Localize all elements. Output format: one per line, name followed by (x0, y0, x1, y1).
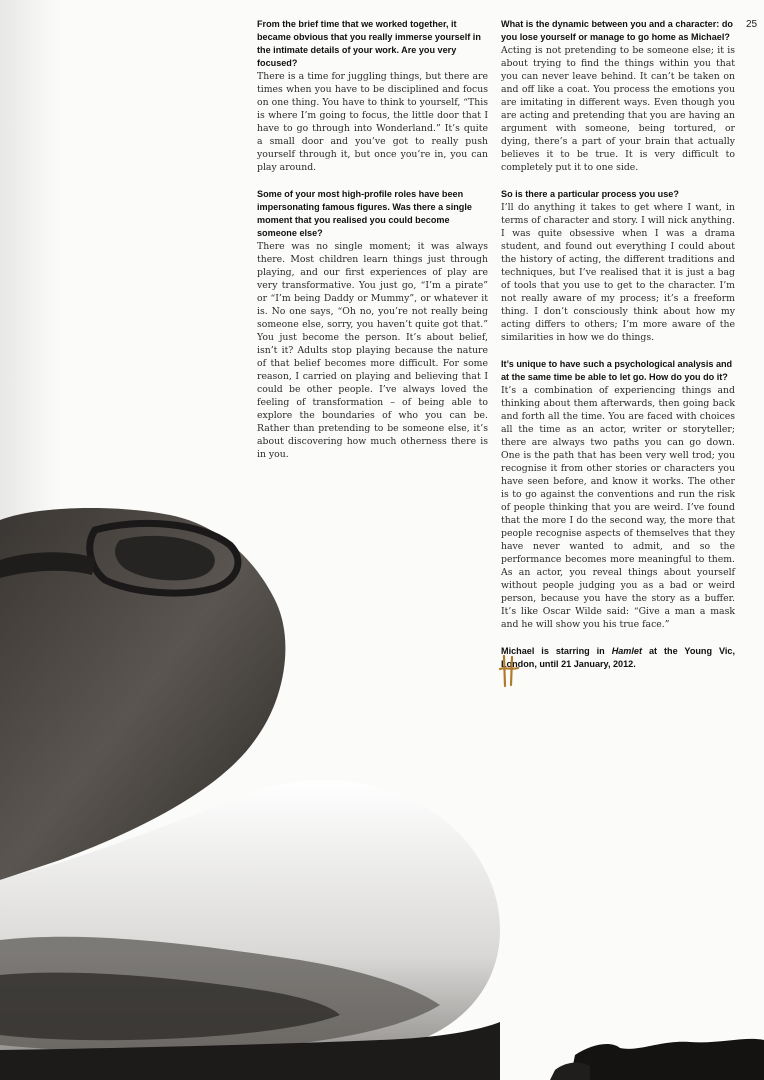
interview-column-right (501, 18, 735, 671)
closing-note-prefix: Michael is starring in (501, 646, 612, 656)
page-number: 25 (746, 19, 758, 30)
closing-note-suffix: at the Young Vic, London, until 21 January, 2012. (501, 646, 735, 669)
end-mark-icon (498, 654, 520, 688)
interview-question: So is there a particular process you use? (501, 189, 679, 199)
interview-question: What is the dynamic between you and a character: do you lose yourself or manage to go home as Michael? (501, 19, 733, 42)
interview-question: It’s unique to have such a psychological analysis and at the same time be able to let go. How do you do it? (501, 359, 733, 382)
interview-answer: There was no single moment; it was always there. Most children learn things just through playing, and our first experiences of play are very transformative. You just go, “I’m a pirate” or “I’m being Daddy or Mummy”, or whatever it is. No one says, “Oh no, you’re not really being someone else, sorry, you haven’t quite got that.” You just become the person. It’s about belief, isn’t it? Adults stop playing because the nature of that belief becomes more difficult. For some reason, I carried on playing and believing that I could be other people. I’ve always loved the feeling of transformation – of being able to explore the boundaries of who you can be. Rather than pretending to be someone else, it’s about discovering how much otherness there is in you. (257, 241, 488, 460)
interview-column-left (257, 18, 488, 475)
interview-answer: It’s a combination of experiencing things and thinking about them afterwards, then going back and forth all the time. You are faced with choices all the time as an actor, writer or storyteller; there are always two paths you can go down. One is the path that has been very well trod; you recognise it from other stories or characters you have seen before, and know it works. The other is to go against the conventions and run the risk of people thinking that you are weird. I’ve found that the more I do the second way, the more that people recognise aspects of themselves that they have never wanted to admit, and so the performance becomes more meaningful to them. As an actor, you reveal things about yourself without people judging you as a bad or weird person, because you have the story as a buffer. It’s like Oscar Wilde said: “Give a man a mask and he will show you his true face.” (501, 385, 735, 630)
play-title: Hamlet (611, 646, 643, 656)
interview-answer: I’ll do anything it takes to get where I want, in terms of character and story. I will nick anything. I was quite obsessive when I was a drama student, and found out everything I could about the history of acting, the different traditions and techniques, but I’ve realised that it is just a bag of tools that you use to get to the character. I’m not really aware of my process; it’s a freeform thing. I don’t consciously think about how my acting differs to others; I’m more aware of the similarities in how we do things. (501, 202, 735, 343)
interview-answer: Acting is not pretending to be someone else; it is about trying to find the things within you that you can never leave behind. It can’t be taken on and off like a coat. You process the emotions you are imitating in different ways. Even though you are acting and pretending that you are having an argument with someone, being tortured, or dying, there’s a part of your brain that actually believes it to be true. It is very difficult to completely put it to one side. (501, 45, 735, 173)
interview-answer: There is a time for juggling things, but there are times when you have to be disciplined and focus on one thing. You have to think to yourself, “This is where I’m going to focus, the little door that I have to go through into Wonderland.” It’s quite a small door and you’ve got to really push yourself through it, but once you’re in, you can play around. (257, 71, 488, 173)
interview-question: From the brief time that we worked together, it became obvious that you really immerse yourself in the intimate details of your work. Are you very focused? (257, 19, 481, 68)
closing-note (501, 645, 735, 671)
interview-question: Some of your most high-profile roles have been impersonating famous figures. Was there a single moment that you realised you could become someone else? (257, 189, 472, 238)
